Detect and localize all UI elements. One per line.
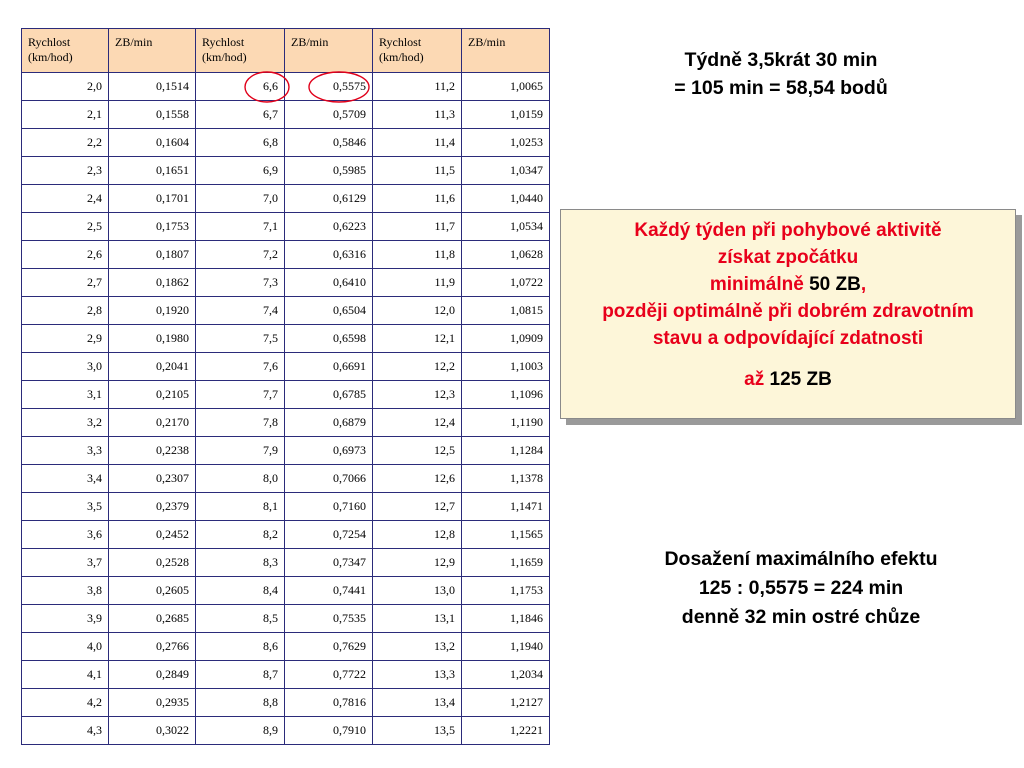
walking-points-table-container	[21, 28, 549, 737]
goal-line-2: získat zpočátku	[717, 247, 859, 268]
cell-speed-1: 3,1	[22, 381, 109, 409]
cell-speed-1: 2,9	[22, 325, 109, 353]
cell-speed-1: 3,3	[22, 437, 109, 465]
cell-zb-2: 0,7629	[285, 633, 373, 661]
cell-speed-3: 13,2	[373, 633, 462, 661]
table-row	[22, 185, 550, 213]
cell-speed-2: 6,6	[196, 73, 285, 101]
cell-speed-1: 2,3	[22, 157, 109, 185]
cell-speed-2: 8,4	[196, 577, 285, 605]
header-speed-1: Rychlost (km/hod)	[22, 29, 109, 73]
cell-speed-3: 12,2	[373, 353, 462, 381]
cell-zb-3: 1,1659	[462, 549, 550, 577]
cell-zb-2: 0,6316	[285, 241, 373, 269]
cell-zb-3: 1,0159	[462, 101, 550, 129]
cell-speed-2: 8,2	[196, 521, 285, 549]
cell-speed-1: 2,4	[22, 185, 109, 213]
table-row	[22, 605, 550, 633]
cell-zb-3: 1,1940	[462, 633, 550, 661]
cell-zb-1: 0,2170	[109, 409, 196, 437]
cell-zb-3: 1,0534	[462, 213, 550, 241]
cell-speed-3: 11,7	[373, 213, 462, 241]
table-row	[22, 129, 550, 157]
goal-line-6	[561, 366, 1015, 393]
cell-speed-1: 4,3	[22, 717, 109, 745]
weekly-goal-box	[560, 209, 1016, 419]
cell-speed-3: 12,8	[373, 521, 462, 549]
cell-zb-3: 1,1565	[462, 521, 550, 549]
cell-speed-2: 8,0	[196, 465, 285, 493]
goal-max-value: 125 ZB	[769, 369, 832, 390]
cell-zb-3: 1,1753	[462, 577, 550, 605]
table-row	[22, 269, 550, 297]
cell-zb-2: 0,6410	[285, 269, 373, 297]
cell-zb-3: 1,1190	[462, 409, 550, 437]
cell-zb-2: 0,7347	[285, 549, 373, 577]
cell-zb-3: 1,2127	[462, 689, 550, 717]
cell-speed-1: 4,2	[22, 689, 109, 717]
cell-speed-2: 7,8	[196, 409, 285, 437]
cell-zb-3: 1,0065	[462, 73, 550, 101]
cell-zb-3: 1,1378	[462, 465, 550, 493]
table-row	[22, 437, 550, 465]
cell-zb-2: 0,7535	[285, 605, 373, 633]
cell-speed-3: 12,6	[373, 465, 462, 493]
cell-speed-2: 7,9	[196, 437, 285, 465]
cell-zb-1: 0,3022	[109, 717, 196, 745]
cell-zb-2: 0,6879	[285, 409, 373, 437]
cell-zb-3: 1,0253	[462, 129, 550, 157]
cell-speed-3: 12,7	[373, 493, 462, 521]
cell-zb-2: 0,6691	[285, 353, 373, 381]
cell-zb-3: 1,0815	[462, 297, 550, 325]
cell-zb-1: 0,2452	[109, 521, 196, 549]
cell-speed-3: 13,0	[373, 577, 462, 605]
cell-speed-2: 7,2	[196, 241, 285, 269]
cell-speed-3: 11,4	[373, 129, 462, 157]
table-row	[22, 465, 550, 493]
cell-speed-3: 12,5	[373, 437, 462, 465]
cell-speed-1: 4,1	[22, 661, 109, 689]
table-row	[22, 633, 550, 661]
max-note-line-3: denně 32 min ostré chůze	[681, 606, 921, 628]
table-row	[22, 549, 550, 577]
cell-speed-2: 6,8	[196, 129, 285, 157]
cell-zb-3: 1,2034	[462, 661, 550, 689]
cell-zb-2: 0,7160	[285, 493, 373, 521]
goal-line-3	[561, 271, 1015, 298]
table-row	[22, 157, 550, 185]
cell-zb-1: 0,1604	[109, 129, 196, 157]
cell-zb-2: 0,7816	[285, 689, 373, 717]
header-zb-2: ZB/min	[285, 29, 373, 73]
table-row	[22, 717, 550, 745]
cell-zb-1: 0,2041	[109, 353, 196, 381]
max-effect-note	[596, 545, 1006, 632]
cell-speed-3: 12,9	[373, 549, 462, 577]
cell-speed-2: 8,7	[196, 661, 285, 689]
cell-speed-1: 3,2	[22, 409, 109, 437]
cell-zb-2: 0,5709	[285, 101, 373, 129]
weekly-points-note	[596, 46, 966, 102]
cell-zb-2: 0,7722	[285, 661, 373, 689]
cell-speed-3: 12,0	[373, 297, 462, 325]
cell-zb-2: 0,5985	[285, 157, 373, 185]
cell-zb-1: 0,1558	[109, 101, 196, 129]
cell-zb-2: 0,7441	[285, 577, 373, 605]
walking-points-table	[21, 28, 550, 745]
cell-speed-1: 2,1	[22, 101, 109, 129]
cell-speed-1: 2,6	[22, 241, 109, 269]
max-note-line-2: 125 : 0,5575 = 224 min	[698, 577, 904, 599]
cell-speed-2: 7,0	[196, 185, 285, 213]
goal-minimum-value: 50 ZB	[809, 274, 861, 295]
table-header-row	[22, 29, 550, 73]
goal-comma: ,	[860, 274, 867, 295]
cell-speed-3: 11,3	[373, 101, 462, 129]
cell-speed-2: 8,9	[196, 717, 285, 745]
max-note-line-1: Dosažení maximálního efektu	[664, 548, 938, 570]
cell-zb-2: 0,5575	[285, 73, 373, 101]
goal-line-4: později optimálně při dobrém zdravotním	[602, 301, 974, 322]
cell-speed-3: 12,3	[373, 381, 462, 409]
cell-speed-2: 7,5	[196, 325, 285, 353]
cell-speed-3: 11,8	[373, 241, 462, 269]
cell-zb-2: 0,7910	[285, 717, 373, 745]
table-row	[22, 521, 550, 549]
cell-zb-1: 0,1920	[109, 297, 196, 325]
cell-speed-2: 8,8	[196, 689, 285, 717]
cell-zb-1: 0,2307	[109, 465, 196, 493]
cell-zb-3: 1,0440	[462, 185, 550, 213]
cell-speed-2: 7,6	[196, 353, 285, 381]
cell-speed-1: 3,9	[22, 605, 109, 633]
table-row	[22, 409, 550, 437]
cell-zb-2: 0,5846	[285, 129, 373, 157]
table-row	[22, 661, 550, 689]
cell-speed-1: 2,5	[22, 213, 109, 241]
cell-speed-3: 11,9	[373, 269, 462, 297]
table-row	[22, 493, 550, 521]
table-row	[22, 381, 550, 409]
cell-speed-2: 8,1	[196, 493, 285, 521]
cell-speed-3: 13,4	[373, 689, 462, 717]
cell-zb-3: 1,1096	[462, 381, 550, 409]
cell-zb-2: 0,6129	[285, 185, 373, 213]
table-row	[22, 101, 550, 129]
header-speed-3: Rychlost (km/hod)	[373, 29, 462, 73]
cell-zb-2: 0,6973	[285, 437, 373, 465]
cell-speed-2: 8,6	[196, 633, 285, 661]
table-row	[22, 213, 550, 241]
cell-zb-1: 0,1980	[109, 325, 196, 353]
cell-zb-3: 1,1846	[462, 605, 550, 633]
cell-zb-1: 0,2766	[109, 633, 196, 661]
table-row	[22, 353, 550, 381]
cell-speed-3: 11,6	[373, 185, 462, 213]
goal-line-5: stavu a odpovídající zdatnosti	[652, 328, 924, 349]
cell-zb-1: 0,1753	[109, 213, 196, 241]
cell-speed-2: 8,3	[196, 549, 285, 577]
table-row	[22, 241, 550, 269]
cell-zb-1: 0,1514	[109, 73, 196, 101]
cell-speed-2: 7,1	[196, 213, 285, 241]
cell-zb-2: 0,7254	[285, 521, 373, 549]
cell-speed-2: 7,3	[196, 269, 285, 297]
cell-speed-2: 6,9	[196, 157, 285, 185]
cell-zb-1: 0,2379	[109, 493, 196, 521]
cell-speed-3: 12,1	[373, 325, 462, 353]
weekly-note-line-2: = 105 min = 58,54 bodů	[674, 77, 888, 99]
cell-zb-3: 1,2221	[462, 717, 550, 745]
cell-speed-3: 13,1	[373, 605, 462, 633]
cell-speed-3: 12,4	[373, 409, 462, 437]
cell-zb-2: 0,6223	[285, 213, 373, 241]
cell-zb-3: 1,1471	[462, 493, 550, 521]
header-speed-2: Rychlost (km/hod)	[196, 29, 285, 73]
table-row	[22, 689, 550, 717]
cell-speed-1: 2,8	[22, 297, 109, 325]
cell-zb-3: 1,0347	[462, 157, 550, 185]
cell-speed-1: 3,8	[22, 577, 109, 605]
cell-zb-3: 1,1003	[462, 353, 550, 381]
cell-zb-2: 0,7066	[285, 465, 373, 493]
table-row	[22, 577, 550, 605]
cell-speed-1: 2,7	[22, 269, 109, 297]
cell-speed-1: 4,0	[22, 633, 109, 661]
cell-zb-3: 1,0722	[462, 269, 550, 297]
goal-line-1: Každý týden při pohybové aktivitě	[634, 220, 942, 241]
weekly-note-line-1: Týdně 3,5krát 30 min	[684, 49, 878, 71]
cell-speed-3: 13,3	[373, 661, 462, 689]
cell-speed-3: 13,5	[373, 717, 462, 745]
cell-zb-3: 1,0628	[462, 241, 550, 269]
cell-speed-2: 7,4	[196, 297, 285, 325]
cell-zb-2: 0,6504	[285, 297, 373, 325]
cell-speed-2: 6,7	[196, 101, 285, 129]
cell-speed-1: 3,5	[22, 493, 109, 521]
cell-zb-1: 0,2849	[109, 661, 196, 689]
header-zb-1: ZB/min	[109, 29, 196, 73]
cell-zb-3: 1,0909	[462, 325, 550, 353]
cell-zb-3: 1,1284	[462, 437, 550, 465]
cell-zb-1: 0,1862	[109, 269, 196, 297]
cell-speed-1: 3,7	[22, 549, 109, 577]
cell-zb-1: 0,1807	[109, 241, 196, 269]
header-zb-3: ZB/min	[462, 29, 550, 73]
cell-speed-3: 11,2	[373, 73, 462, 101]
cell-speed-1: 2,2	[22, 129, 109, 157]
cell-speed-2: 8,5	[196, 605, 285, 633]
cell-speed-1: 3,6	[22, 521, 109, 549]
table-row	[22, 325, 550, 353]
cell-zb-2: 0,6785	[285, 381, 373, 409]
cell-zb-1: 0,2935	[109, 689, 196, 717]
cell-speed-2: 7,7	[196, 381, 285, 409]
table-row	[22, 297, 550, 325]
cell-speed-1: 3,4	[22, 465, 109, 493]
table-row	[22, 73, 550, 101]
goal-max-label: až	[744, 369, 770, 390]
cell-speed-1: 3,0	[22, 353, 109, 381]
cell-zb-1: 0,2238	[109, 437, 196, 465]
cell-zb-1: 0,1651	[109, 157, 196, 185]
cell-zb-2: 0,6598	[285, 325, 373, 353]
cell-zb-1: 0,2105	[109, 381, 196, 409]
cell-zb-1: 0,2605	[109, 577, 196, 605]
goal-minimum-label: minimálně	[709, 274, 810, 295]
cell-speed-3: 11,5	[373, 157, 462, 185]
cell-speed-1: 2,0	[22, 73, 109, 101]
cell-zb-1: 0,2685	[109, 605, 196, 633]
cell-zb-1: 0,1701	[109, 185, 196, 213]
cell-zb-1: 0,2528	[109, 549, 196, 577]
